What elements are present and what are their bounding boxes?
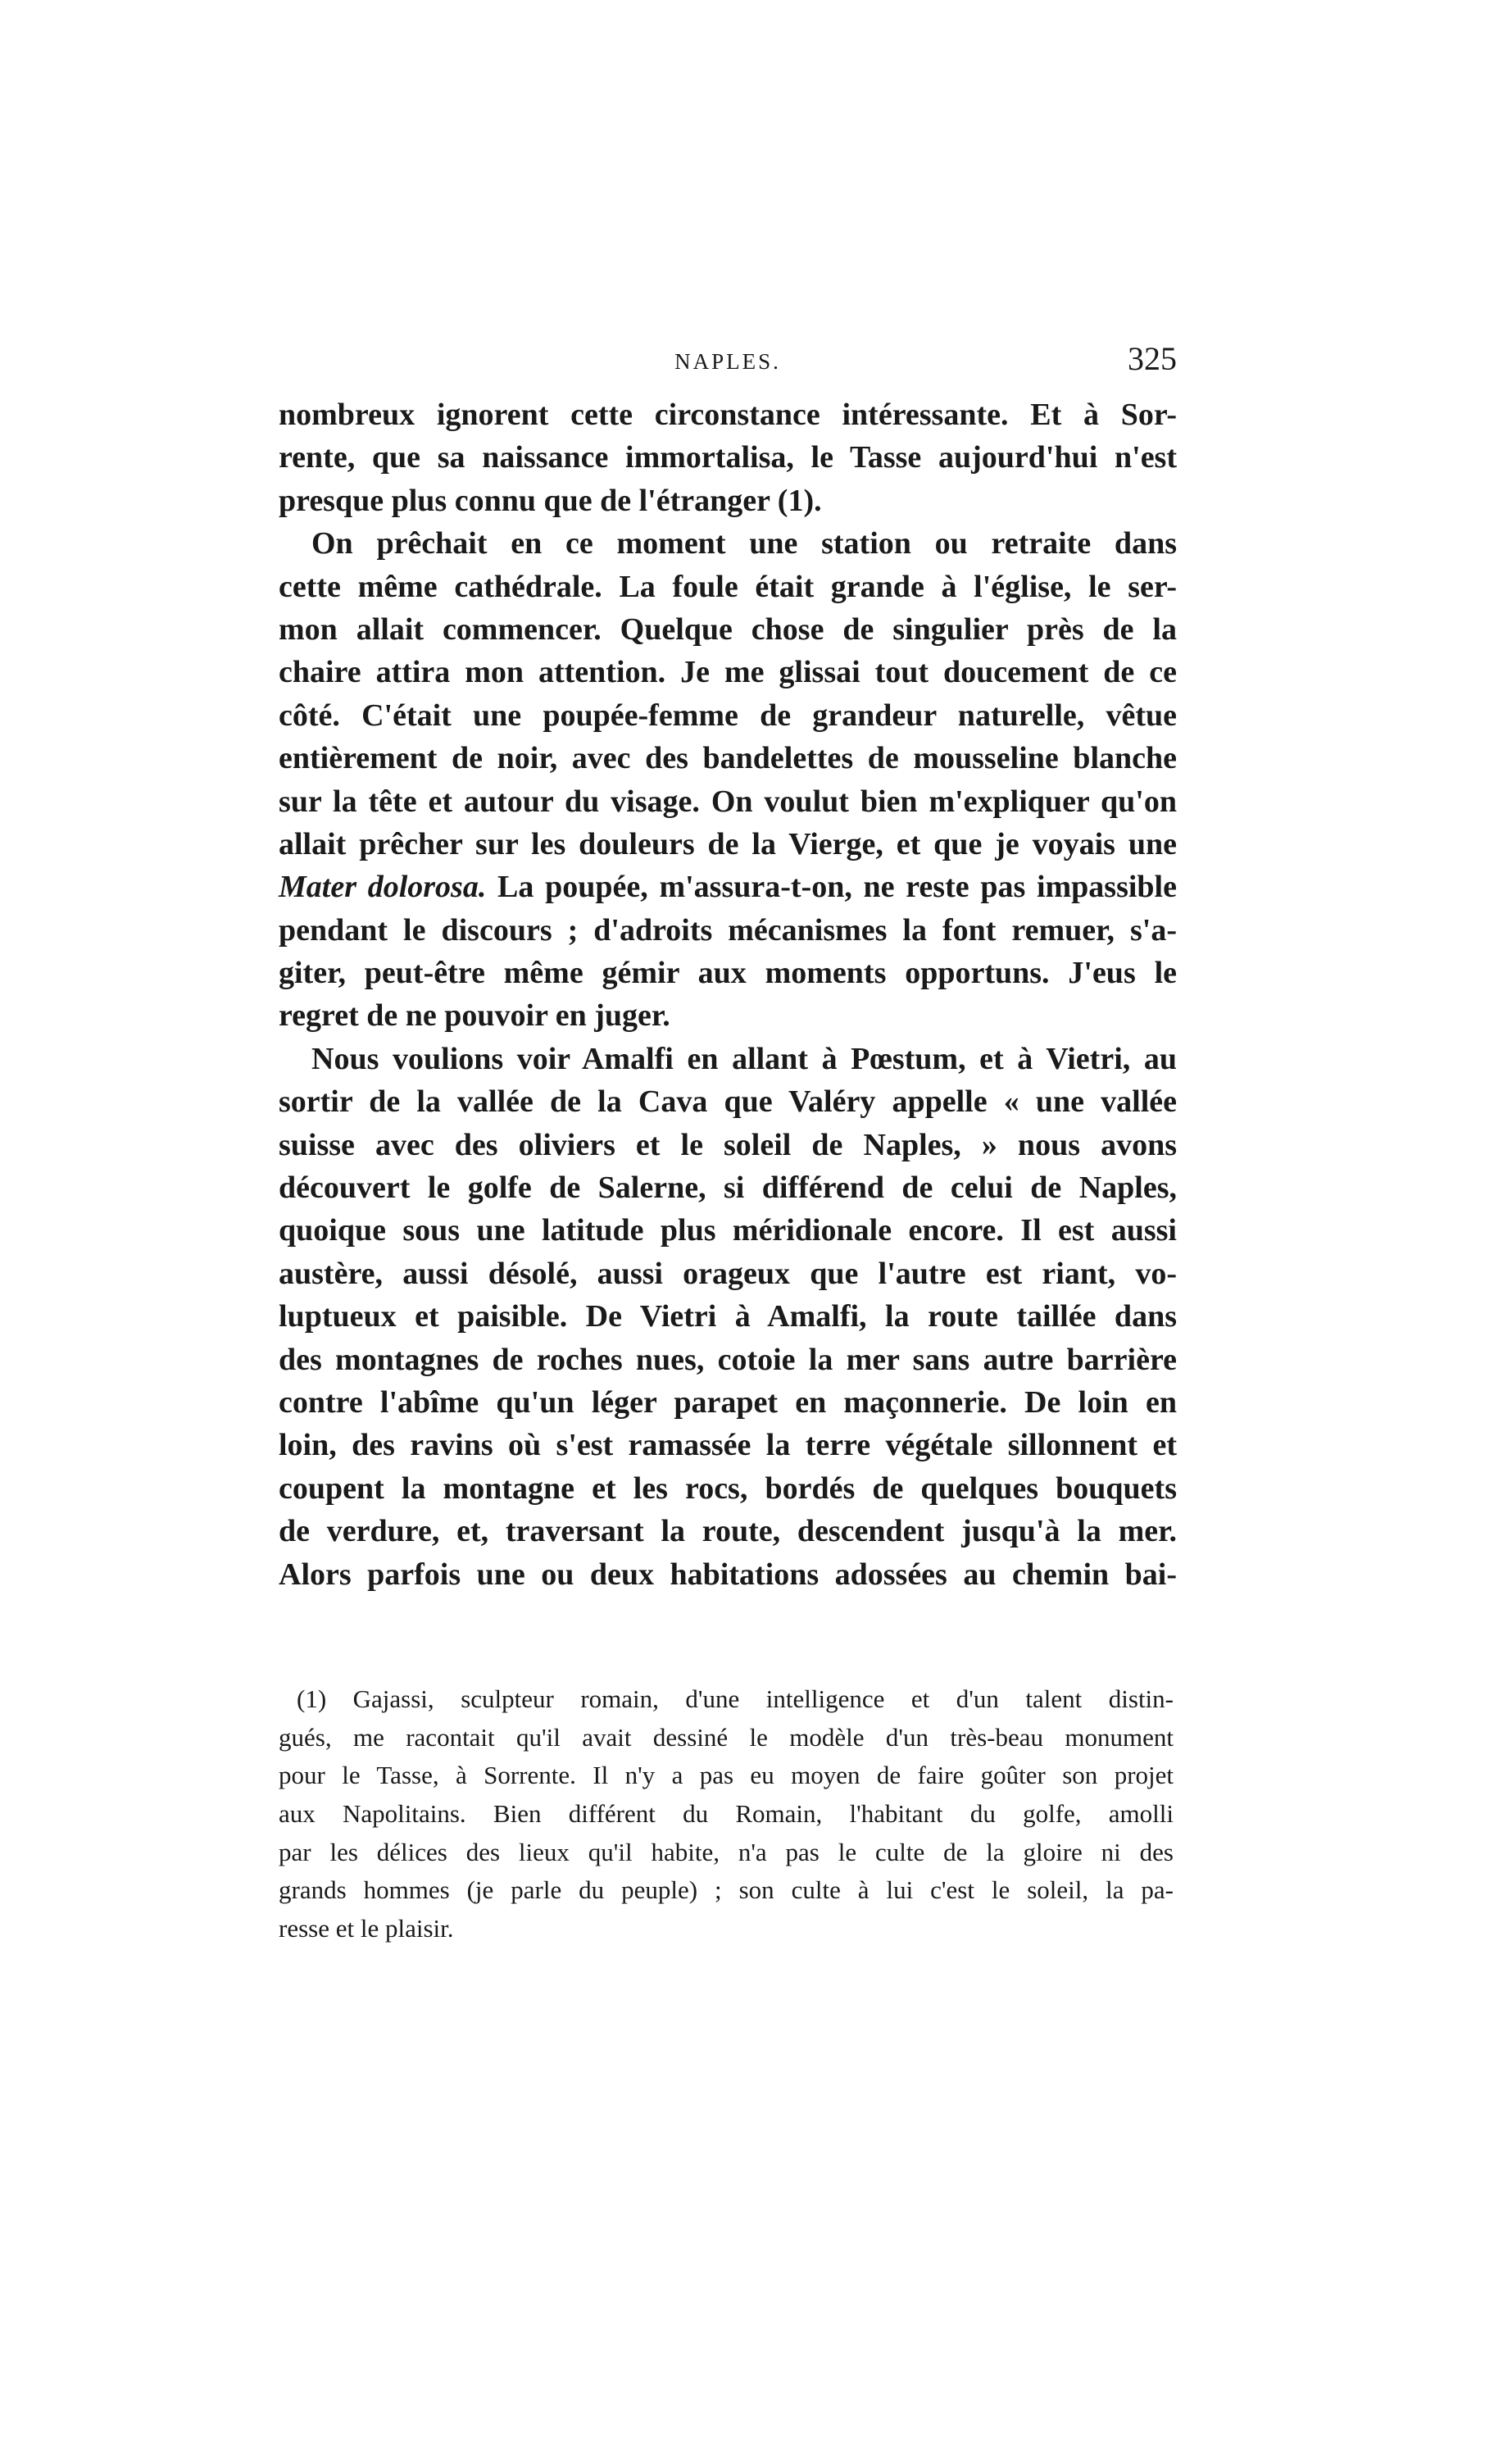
text-line: [279, 1510, 1177, 1552]
text-line: [279, 823, 1177, 866]
line-text: aux Napolitains. Bien différent du Romain, l'habitant du golfe, amolli: [279, 1799, 1174, 1829]
text-line: [279, 436, 1177, 479]
text-line: [279, 1553, 1177, 1596]
text-line: [279, 866, 1177, 908]
line-text: presque plus connu que de l'étranger (1).: [279, 483, 822, 518]
line-text: rente, que sa naissance immortalisa, le Tasse aujourd'hui n'est: [279, 440, 1177, 475]
text-line: [279, 780, 1177, 823]
line-text: mon allait commencer. Quelque chose de singulier près de la: [279, 611, 1177, 647]
line-text: giter, peut-être même gémir aux moments opportuns. J'eus le: [279, 956, 1177, 991]
text-line: [279, 737, 1177, 780]
text-line: [279, 480, 1177, 522]
text-line: [279, 608, 1177, 651]
line-text: luptueux et paisible. De Vietri à Amalfi, la route taillée dans: [279, 1299, 1177, 1334]
line-text: regret de ne pouvoir en juger.: [279, 998, 670, 1034]
line-text: suisse avec des oliviers et le soleil de Naples, » nous avons: [279, 1127, 1177, 1162]
text-line: [279, 1124, 1177, 1166]
line-text: La poupée, m'assura-t-on, ne reste pas impassible: [486, 870, 1177, 905]
line-text: pour le Tasse, à Sorrente. Il n'y a pas eu moyen de faire goûter son projet: [279, 1761, 1174, 1790]
line-text: cette même cathédrale. La foule était grande à l'église, le ser-: [279, 569, 1177, 604]
line-text: nombreux ignorent cette circonstance intéressante. Et à Sor-: [279, 398, 1177, 432]
footnote-line: [279, 1757, 1174, 1795]
line-text: resse et le plaisir.: [279, 1914, 454, 1943]
text-line: [279, 1038, 1177, 1080]
text-line: [279, 1252, 1177, 1295]
line-text: sortir de la vallée de la Cava que Valéry appelle « une vallée: [279, 1084, 1177, 1120]
text-line: [279, 1339, 1177, 1381]
page-number: 325: [1128, 340, 1177, 377]
text-line: [279, 1381, 1177, 1424]
text-line: [279, 1295, 1177, 1338]
line-text: contre l'abîme qu'un léger parapet en maçonnerie. De loin en: [279, 1384, 1177, 1420]
text-line: [279, 651, 1177, 693]
line-text: gués, me racontait qu'il avait dessiné le modèle d'un très-beau monument: [279, 1722, 1174, 1752]
text-line: [279, 1424, 1177, 1466]
line-text: loin, des ravins où s'est ramassée la terre végétale sillonnent et: [279, 1428, 1177, 1463]
line-text: par les délices des lieux qu'il habite, n'a pas le culte de la gloire ni des: [279, 1837, 1174, 1866]
line-text: de verdure, et, traversant la route, descendent jusqu'à la mer.: [279, 1514, 1177, 1549]
footnote-line: [279, 1910, 1174, 1948]
line-text: côté. C'était une poupée-femme de grandeur naturelle, vêtue: [279, 698, 1177, 733]
footnote-line: [279, 1795, 1174, 1834]
text-line: [279, 1166, 1177, 1209]
footnote-line: [279, 1719, 1174, 1757]
text-line: [279, 694, 1177, 737]
line-text: découvert le golfe de Salerne, si différend de celui de Naples,: [279, 1170, 1177, 1206]
text-line: [279, 1209, 1177, 1252]
text-line: [279, 909, 1177, 952]
footnotes: [279, 1680, 1174, 1948]
line-text: entièrement de noir, avec des bandelettes de mousseline blanche: [279, 741, 1177, 776]
italic-phrase: Mater dolorosa.: [279, 870, 487, 905]
text-line: [279, 952, 1177, 994]
text-line: [279, 393, 1177, 436]
line-text: (1) Gajassi, sculpteur romain, d'une intelligence et d'un talent distin-: [297, 1684, 1174, 1713]
line-text: quoique sous une latitude plus méridionale encore. Il est aussi: [279, 1213, 1177, 1248]
line-text: des montagnes de roches nues, cotoie la mer sans autre barrière: [279, 1342, 1177, 1377]
text-line: [279, 1080, 1177, 1123]
running-title: NAPLES.: [674, 349, 781, 374]
line-text: sur la tête et autour du visage. On voulut bien m'expliquer qu'on: [279, 784, 1177, 819]
page-header: [279, 338, 1177, 384]
line-text: chaire attira mon attention. Je me glissai tout doucement de ce: [279, 655, 1177, 690]
line-text: allait prêcher sur les douleurs de la Vierge, et que je voyais une: [279, 826, 1177, 861]
footnote-line: [279, 1834, 1174, 1872]
line-text: Nous voulions voir Amalfi en allant à Pœstum, et à Vietri, au: [311, 1041, 1177, 1076]
body-text: [279, 393, 1177, 1596]
line-text: pendant le discours ; d'adroits mécanismes la font remuer, s'a-: [279, 912, 1177, 948]
line-text: grands hommes (je parle du peuple) ; son culte à lui c'est le soleil, la pa-: [279, 1875, 1174, 1905]
footnote-line: [279, 1871, 1174, 1910]
line-text: On prêchait en ce moment une station ou retraite dans: [311, 526, 1177, 561]
footnote-line: [279, 1680, 1174, 1719]
text-line: [279, 566, 1177, 608]
line-text: Alors parfois une ou deux habitations adossées au chemin bai-: [279, 1557, 1177, 1592]
text-line: [279, 522, 1177, 565]
line-text: austère, aussi désolé, aussi orageux que l'autre est riant, vo-: [279, 1256, 1177, 1291]
text-line: [279, 1467, 1177, 1510]
line-text: coupent la montagne et les rocs, bordés de quelques bouquets: [279, 1470, 1177, 1506]
text-line: [279, 994, 1177, 1037]
